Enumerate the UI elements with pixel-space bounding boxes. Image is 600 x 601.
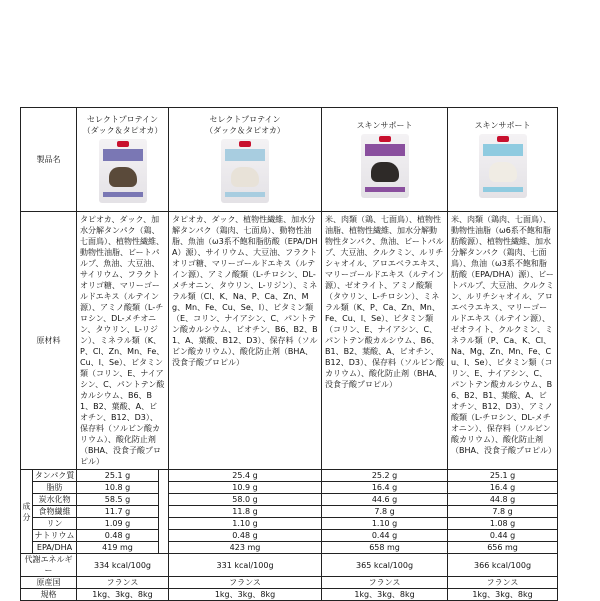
bag-strip [365,187,405,192]
nutrient-value: 656 mg [448,542,558,554]
nutrient-row [21,482,558,494]
nutrient-value: 7.8 g [322,506,448,518]
nutrient-label: リン [33,518,77,530]
ingredients-label: 原材料 [21,212,77,470]
nutrient-value: 11.7 g [77,506,159,518]
product-bag-image-3 [361,134,409,198]
bag-label-band [365,144,405,156]
bag-strip [103,192,143,197]
nutrient-value: 1.09 g [77,518,159,530]
comparison-table [20,107,558,601]
ingredients-1: タピオカ、ダック、加水分解タンパク（鶏、七面鳥）、植物性繊維、動物性油脂、ビートパルプ、魚油、大豆油、サイリウム、フラクトオリゴ糖、マリーゴールドエキス（ルテイン源）、アミノ酸類（L-チロシン、DL-メチオニン、タウリン、L-リジン）、ミネラル類（K、P、Cl、Zn、Mn、Fe、Cu、I、Se）、ビタミン類（コリン、E、ナイアシン、C、パントテン酸カルシウム、B6、B1、B2、葉酸、A、ビオチン、B12、D3）、保存料（ソルビン酸カリウム）、酸化防止剤（BHA、没食子酸プロピル） [77,212,169,470]
product-cell-4 [448,108,558,212]
energy-label: 代謝エネルギー [21,554,77,577]
nutrient-value: 25.4 g [169,470,322,482]
brand-logo-icon [117,141,129,147]
bag-strip [483,187,523,192]
nutrient-value: 10.9 g [169,482,322,494]
energy-value: 331 kcal/100g [169,554,322,577]
nutrient-value: 16.4 g [448,482,558,494]
nutrient-value: 1.08 g [448,518,558,530]
nutrient-label: ナトリウム [33,530,77,542]
nutrient-value: 419 mg [77,542,159,554]
nutrient-value: 1.10 g [169,518,322,530]
nutrient-row [21,494,558,506]
bag-label-band [483,144,523,156]
nutrient-label: タンパク質 [33,470,77,482]
bag-strip [225,192,265,197]
product-bag-image-1 [99,139,147,203]
origin-value: フランス [448,577,558,589]
nutrient-value: 0.44 g [448,530,558,542]
origin-value: フランス [322,577,448,589]
nutrient-row [21,542,558,554]
nutrient-value: 44.6 g [322,494,448,506]
nutrient-label: 脂肪 [33,482,77,494]
nutrient-label: 食物繊維 [33,506,77,518]
product-name-3: スキンサポート [356,120,413,130]
product-cell-3 [322,108,448,212]
nutrient-value: 25.1 g [448,470,558,482]
sizes-row [21,589,558,601]
product-bag-image-2 [221,139,269,203]
product-name-row [21,108,558,212]
energy-value: 365 kcal/100g [322,554,448,577]
brand-logo-icon [379,136,391,142]
nutrient-value: 16.4 g [322,482,448,494]
energy-value: 334 kcal/100g [77,554,169,577]
nutrient-row [21,530,558,542]
product-name-1: セレクトプロテイン （ダック＆タピオカ） [82,115,163,135]
bag-label-band [225,149,265,161]
bag-label-band [103,149,143,161]
dog-image [371,162,399,182]
nutrient-value: 658 mg [322,542,448,554]
nutrient-value: 1.10 g [322,518,448,530]
nutrient-value: 0.48 g [77,530,159,542]
origin-value: フランス [169,577,322,589]
dog-image [489,162,517,182]
dog-image [109,167,137,187]
sizes-label: 規格 [21,589,77,601]
nutrient-value: 0.48 g [169,530,322,542]
sizes-value: 1kg、3kg、8kg [77,589,169,601]
product-name-2: セレクトプロテイン （ダック＆タピオカ） [205,115,285,135]
nutrient-value: 423 mg [169,542,322,554]
sizes-value: 1kg、3kg、8kg [322,589,448,601]
ingredients-4: 米、肉類（鶏肉、七面鳥）、動物性油脂（ω6系不飽和脂肪酸源）、植物性繊維、加水分解タンパク（鶏肉、七面鳥）、魚油（ω3系不飽和脂肪酸（EPA/DHA）源）、ビートパルプ、大豆油、クルクミン、ルリチシャオイル、アロエベラエキス、マリーゴールドエキス（ルテイン源）、ゼオライト、クルクミン、ミネラル類（P、Ca、K、Cl、Na、Mg、Zn、Mn、Fe、Cu、I、Se）、ビタミン類（コリン、E、ナイアシン、C、パントテン酸カルシウム、B6、B2、B1、葉酸、A、ビオチン、B12、D3）、アミノ酸類（L-チロシン、DL-メチオニン）、保存料（ソルビン酸カリウム）、酸化防止剤（BHA、没食子酸プロピル） [448,212,558,470]
nutrient-row [21,470,558,482]
brand-logo-icon [239,141,251,147]
product-bag-image-4 [479,134,527,198]
sizes-value: 1kg、3kg、8kg [169,589,322,601]
product-cell-2 [169,108,322,212]
product-cell-1 [77,108,169,212]
nutrient-value: 11.8 g [169,506,322,518]
dog-image [231,167,259,187]
nutrient-value: 58.0 g [169,494,322,506]
energy-row [21,554,558,577]
nutrient-value: 25.2 g [322,470,448,482]
nutrient-value: 44.8 g [448,494,558,506]
energy-value: 366 kcal/100g [448,554,558,577]
origin-label: 原産国 [21,577,77,589]
sizes-value: 1kg、3kg、8kg [448,589,558,601]
origin-value: フランス [77,577,169,589]
product-name-label: 製品名 [21,108,77,212]
product-name-4: スキンサポート [474,120,531,130]
nutrient-value: 7.8 g [448,506,558,518]
nutrient-row [21,506,558,518]
nutrient-value: 0.44 g [322,530,448,542]
nutrient-row [21,518,558,530]
ingredients-3: 米、肉類（鶏、七面鳥）、植物性油脂、植物性繊維、加水分解動物性タンパク、魚油、ビートパルプ、大豆油、クルクミン、ルリチシャオイル、アロエベラエキス、マリーゴールドエキス（ルテイン源）、ゼオライト、アミノ酸類（タウリン、L-チロシン）、ミネラル類（K、P、Ca、Zn、Mn、Fe、Cu、I、Se）、ビタミン類（コリン、E、ナイアシン、C、パントテン酸カルシウム、B6、B1、B2、葉酸、A、ビオチン、B12、D3）、保存料（ソルビン酸カリウム）、酸化防止剤（BHA、没食子酸プロピル） [322,212,448,470]
components-group-label: 成 分 [21,470,33,554]
nutrient-value: 25.1 g [77,470,159,482]
nutrient-label: EPA/DHA [33,542,77,554]
origin-row [21,577,558,589]
brand-logo-icon [497,136,509,142]
ingredients-2: タピオカ、ダック、植物性繊維、加水分解タンパク（鶏肉、七面鳥）、動物性油脂、魚油（ω3系不飽和脂肪酸（EPA/DHA）源）、サイリウム、大豆油、フラクトオリゴ糖、マリーゴールドエキス（ルテイン源）、アミノ酸類（L-チロシン、DL-メチオニン、タウリン、L-リジン）、ミネラル類（Cl、K、Na、P、Ca、Zn、Mg、Mn、Fe、Cu、Se、I）、ビタミン類（E、コリン、ナイアシン、C、パントテン酸カルシウム、ビオチン、B6、B2、B1、A、葉酸、B12、D3）、保存料（ソルビン酸カリウム）、酸化防止剤（BHA、没食子酸プロピル） [169,212,322,470]
nutrient-value: 10.8 g [77,482,159,494]
nutrient-value: 58.5 g [77,494,159,506]
ingredients-row [21,212,558,470]
nutrient-label: 炭水化物 [33,494,77,506]
